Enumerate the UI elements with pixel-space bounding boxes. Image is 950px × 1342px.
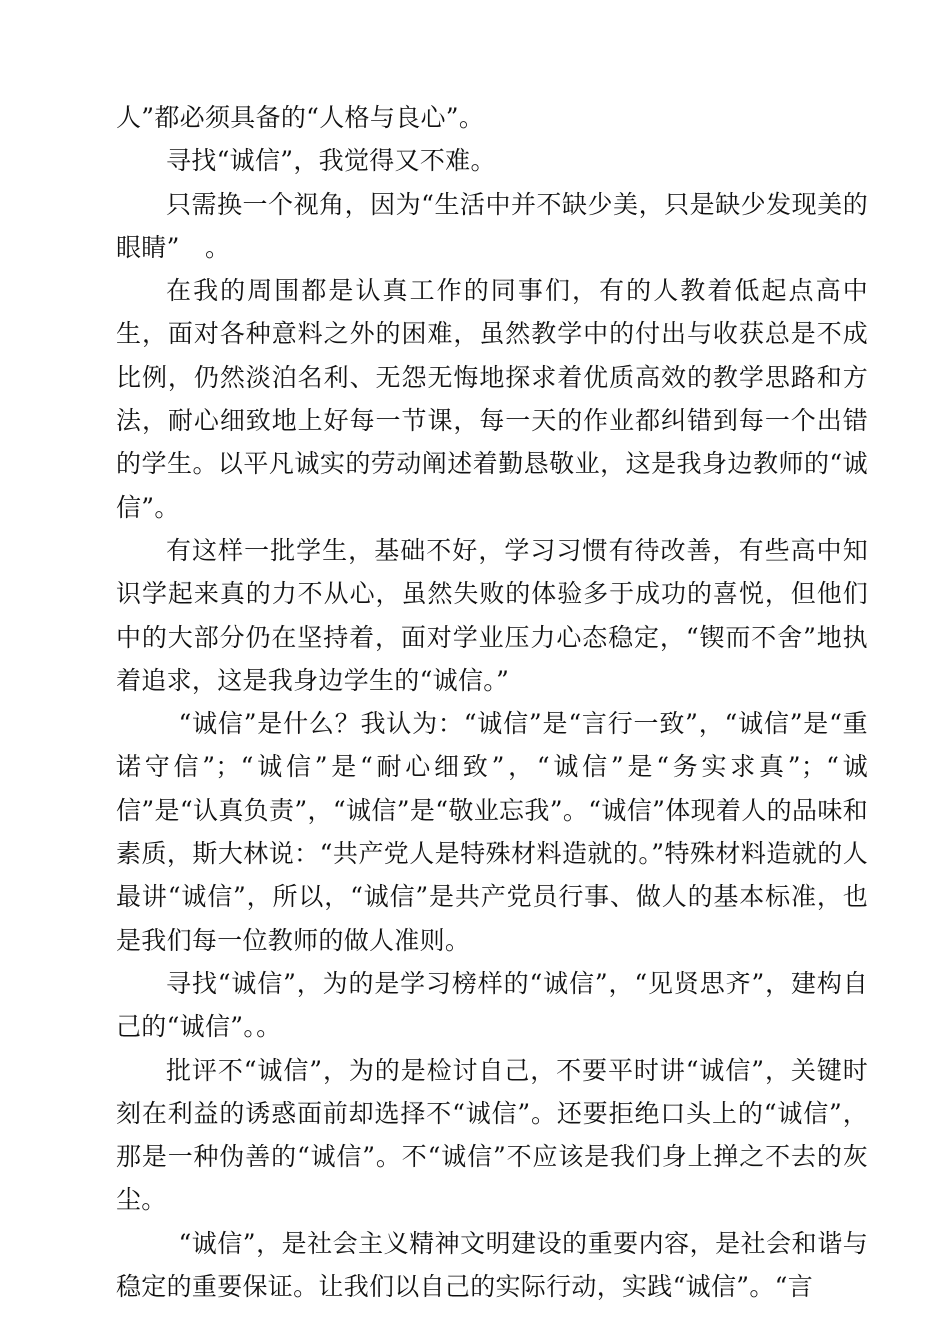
- paragraph-4: 在我的周围都是认真工作的同事们，有的人教着低起点高中生，面对各种意料之外的困难，虽然教学中的付出与收获总是不成比例，仍然淡泊名利、无怨无悔地探求着优质高效的教学思路和方法，耐心细致地上好每一节课，每一天的作业都纠错到每一个出错的学生。以平凡诚实的劳动阐述着勤恳敬业，这是我身边教师的“诚信”。: [116, 276, 868, 522]
- paragraph-2: 寻找“诚信”，我觉得又不难。: [166, 146, 496, 176]
- document-body: [116, 96, 868, 1308]
- paragraph-3: 只需换一个视角，因为“生活中并不缺少美，只是缺少发现美的眼睛” 。: [116, 189, 868, 262]
- paragraph-9: “诚信”，是社会主义精神文明建设的重要内容，是社会和谐与稳定的重要保证。让我们以自己的实际行动，实践“诚信”。“言: [116, 1228, 868, 1302]
- paragraph-8: 批评不“诚信”，为的是检讨自己，不要平时讲“诚信”，关键时刻在利益的诱惑面前却选择不“诚信”。还要拒绝口头上的“诚信”，那是一种伪善的“诚信”。不“诚信”不应该是我们身上掸之不去的灰尘。: [116, 1055, 868, 1215]
- paragraph-5: 有这样一批学生，基础不好，学习习惯有待改善，有些高中知识学起来真的力不从心，虽然失败的体验多于成功的喜悦，但他们中的大部分仍在坚持着，面对学业压力心态稳定，“锲而不舍”地执着追求，这是我身边学生的“诚信。”: [116, 535, 868, 695]
- paragraph-1: 人”都必须具备的“人格与良心”。: [116, 103, 485, 132]
- paragraph-6: “诚信”是什么？我认为：“诚信”是“言行一致”，“诚信”是“重诺守信”；“诚信”是“耐心细致”，“诚信”是“务实求真”；“诚信”是“认真负责”，“诚信”是“敬业忘我”。“诚信”体现着人的品味和素质，斯大林说：“共产党人是特殊材料造就的。”特殊材料造就的人最讲“诚信”，所以，“诚信”是共产党员行事、做人的基本标准，也是我们每一位教师的做人准则。: [116, 709, 868, 955]
- paragraph-7: 寻找“诚信”，为的是学习榜样的“诚信”，“见贤思齐”，建构自己的“诚信”。。: [116, 968, 868, 1042]
